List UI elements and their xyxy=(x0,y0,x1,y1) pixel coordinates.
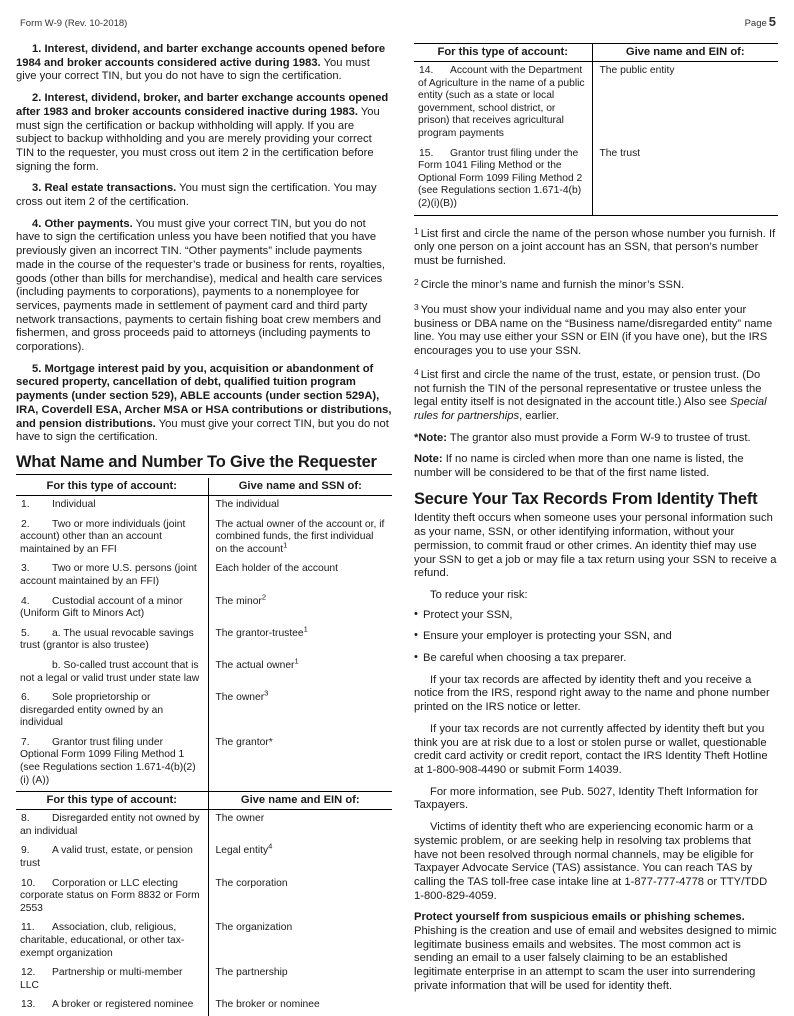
list-item: • Ensure your employer is protecting your SSN, and xyxy=(414,630,778,644)
paragraph-5-text: You must give your correct TIN, but you do not have to sign the certification. xyxy=(16,417,389,444)
row-account-text: A broker or registered nominee xyxy=(52,999,194,1011)
table-row xyxy=(16,516,392,561)
row-give-text: The broker or nominee xyxy=(215,999,320,1011)
cell-account-type xyxy=(16,657,208,689)
cell-give-name xyxy=(208,516,392,561)
row-give-text: The grantor-trustee xyxy=(215,627,304,639)
table-header-row xyxy=(16,792,392,810)
row-number: 9. xyxy=(21,845,30,857)
paragraph-2-text: You must sign the certification or backup withholding will apply. If you are subject to backup withholding and you are merely providing your correct TIN to the requester, you must cross out item 2 in the certification before signing the form. xyxy=(16,105,380,173)
table-give-name-and-ssn xyxy=(16,478,392,792)
numbered-paragraph-4 xyxy=(16,218,392,355)
row-account-text: A valid trust, estate, or pension trust xyxy=(20,845,193,870)
row-account-text: b. So-called trust account that is not a legal or valid trust under state law xyxy=(20,659,200,684)
cell-account-type xyxy=(16,734,208,792)
paragraph-2-lead: 2. xyxy=(32,92,42,105)
footnote-text: Circle the minor’s name and furnish the minor’s SSN. xyxy=(420,279,685,292)
cell-give-name xyxy=(208,657,392,689)
table-row xyxy=(16,593,392,625)
column-header-account-type: For this type of account: xyxy=(16,792,208,810)
cell-account-type xyxy=(16,625,208,657)
note-circled-name xyxy=(414,453,778,480)
cell-account-type xyxy=(16,495,208,515)
row-number: 1. xyxy=(21,498,30,510)
row-account-text: Grantor trust filing under Optional Form 1099 Filing Method 1 (see Regulations section 1.671-4(b)(2)(i) (A)) xyxy=(20,736,196,786)
paragraph-1-text: You must give your correct TIN, but you do not have to sign the certification. xyxy=(16,56,370,83)
identity-theft-paragraph-1: Identity theft occurs when someone uses your personal information such as your name, SSN, or other identifying information, without your permission, to commit fraud or other crimes. An identity thief may use your SSN to get a job or may file a tax return using your SSN to receive a refund. xyxy=(414,512,777,580)
page-indicator xyxy=(745,14,776,29)
cell-give-name xyxy=(208,495,392,515)
paragraph-4-lead: 4. xyxy=(32,217,42,230)
table-row xyxy=(414,62,778,145)
cell-account-type xyxy=(16,593,208,625)
phishing-bold-lead: Protect yourself from suspicious emails or phishing schemes. xyxy=(414,911,745,924)
identity-theft-paragraph-3: If your tax records are not currently affected by identity theft but you think you are at risk due to a lost or stolen purse or wallet, questionable credit card activity or credit report, contact the IRS Identity Theft Hotline at 1-800-908-4490 or submit Form 14039. xyxy=(414,722,768,776)
row-account-text: Disregarded entity not owned by an individual xyxy=(20,813,200,837)
footnote-marker: 4 xyxy=(414,367,419,378)
cell-account-type xyxy=(16,689,208,734)
list-item: • Protect your SSN, xyxy=(414,609,778,623)
row-account-text: Account with the Department of Agriculture in the name of a public entity (such as a state or local government, school district, or prison) that receives agricultural program payments xyxy=(418,65,585,139)
paragraph-4-bold: Other payments. xyxy=(44,217,133,230)
row-number: 8. xyxy=(21,813,30,825)
footnote-4 xyxy=(414,366,778,423)
footnote-marker: 2 xyxy=(414,277,419,288)
paragraph-4-text: You must give your correct TIN, but you do not have to sign the certification unless you have been notified that you have previously given an incorrect TIN. “Other payments” include payments made in the course of the requester’s trade or business for rents, royalties, goods (other than bills for merchandise), medical and health care services (including payments to corporations), payments to a nonemployee for services, payments made in settlement of payment card and third party network transactions, payments to certain fishing boat crew members and fishermen, and gross proceeds paid to attorneys (including payments to corporations). xyxy=(16,217,385,354)
row-number: 5. xyxy=(21,627,30,639)
column-header-give-name-ssn: Give name and SSN of: xyxy=(208,478,392,496)
cell-give-name xyxy=(208,560,392,592)
cell-account-type xyxy=(16,810,208,843)
table-header-row xyxy=(16,478,392,496)
cell-give-name xyxy=(208,875,392,920)
row-number: 7. xyxy=(21,736,30,748)
cell-account-type xyxy=(16,842,208,874)
cell-give-name xyxy=(208,810,392,843)
note-text: The grantor also must provide a Form W-9 to trustee of trust. xyxy=(446,431,751,444)
footnote-marker: 1 xyxy=(414,225,419,236)
row-number: 6. xyxy=(21,692,30,704)
numbered-paragraph-1 xyxy=(16,43,392,84)
cell-account-type xyxy=(414,145,592,215)
risk-bullet-list xyxy=(414,609,778,666)
cell-account-type xyxy=(16,996,208,1016)
row-give-text: The owner xyxy=(215,692,265,704)
table-give-name-and-ein xyxy=(16,792,392,1016)
identity-theft-paragraph-4: For more information, see Pub. 5027, Identity Theft Information for Taxpayers. xyxy=(414,785,759,812)
row-give-text: The actual owner xyxy=(215,659,295,671)
row-account-text: Two or more individuals (joint account) other than an account maintained by an FFI xyxy=(20,518,186,555)
paragraph-2-bold: Interest, dividend, broker, and barter exchange accounts opened after 1983 and broker accounts considered inactive during 1983. xyxy=(16,92,389,118)
cell-account-type xyxy=(16,919,208,964)
table-row xyxy=(16,919,392,964)
footnote-ref: 1 xyxy=(283,540,288,550)
table-row xyxy=(16,875,392,920)
row-number: 4. xyxy=(21,595,30,607)
footnote-ref: 1 xyxy=(303,624,308,634)
section-heading-what-name-and-number: What Name and Number To Give the Requester xyxy=(16,453,392,475)
phishing-text: Phishing is the creation and use of email and websites designed to mimic legitimate business emails and websites. The most common act is sending an email to a user falsely claiming to be an established legitimate enterprise in an attempt to scam the user into surrendering private information that will be used for identity theft. xyxy=(414,925,777,992)
cell-account-type xyxy=(16,516,208,561)
row-give-text: The trust xyxy=(599,147,641,159)
paragraph-3-text: You must sign the certification. You may cross out item 2 of the certification. xyxy=(16,182,377,209)
identity-theft-paragraph-5: Victims of identity theft who are experiencing economic harm or a systemic problem, or are seeking help in resolving tax problems that have not been resolved through normal channels, may be eligible for Taxpayer Advocate Service (TAS) assistance. You can reach TAS by calling the TAS toll-free case intake line at 1-877-777-4778 or TTY/TDD 1-800-829-4059. xyxy=(414,821,768,902)
row-give-text: The actual owner of the account or, if combined funds, the first individual on the account xyxy=(215,518,385,555)
row-account-text: Sole proprietorship or disregarded entity owned by an individual xyxy=(20,692,164,729)
phishing-paragraph xyxy=(414,911,778,993)
row-give-text: The owner xyxy=(215,813,265,825)
page-number: 5 xyxy=(768,14,776,29)
footnote-1 xyxy=(414,225,778,269)
numbered-paragraph-2 xyxy=(16,92,392,174)
cell-account-type xyxy=(414,62,592,145)
footnote-ref: 3 xyxy=(264,688,269,698)
row-number: 14. xyxy=(419,65,434,76)
footnote-text: List first and circle the name of the person whose number you furnish. If only one person on a joint account has an SSN, that person’s number must be furnished. xyxy=(414,227,776,267)
left-column xyxy=(16,43,392,1016)
paragraph-3-lead: 3. xyxy=(32,182,42,195)
row-number: 15. xyxy=(419,147,434,159)
footnote-italic-reference: Special rules for partnerships xyxy=(414,396,767,423)
cell-give-name xyxy=(592,62,778,145)
paragraph-1-bold: Interest, dividend, and barter exchange accounts opened before 1984 and broker accounts considered active during 1983. xyxy=(16,43,386,69)
footnote-text: You must show your individual name and you may also enter your business or DBA name on the “Business name/disregarded entity” name line. You may use either your SSN or EIN (if you have one), but the IRS encourages you to use your SSN. xyxy=(414,303,773,357)
paragraph-5-lead: 5. xyxy=(32,362,42,375)
footnote-text-before: List first and circle the name of the trust, estate, or pension trust. (Do not furnish the TIN of the personal representative or trustee unless the legal entity itself is not designated in the account title.) Also see xyxy=(414,369,762,409)
cell-account-type xyxy=(16,875,208,920)
footnote-2 xyxy=(414,276,778,293)
footnote-3 xyxy=(414,301,778,358)
row-give-text: The individual xyxy=(215,498,280,510)
list-item: • Be careful when choosing a tax preparer. xyxy=(414,652,778,666)
cell-give-name xyxy=(208,996,392,1016)
identity-theft-paragraph-2: If your tax records are affected by identity theft and you receive a notice from the IRS, respond right away to the name and phone number printed on the IRS notice or letter. xyxy=(414,673,770,714)
right-column xyxy=(414,43,778,1002)
table-row xyxy=(16,560,392,592)
cell-give-name xyxy=(208,919,392,964)
two-column-layout xyxy=(16,43,778,1016)
cell-give-name xyxy=(208,842,392,874)
row-give-text: The corporation xyxy=(215,877,288,889)
cell-give-name xyxy=(592,145,778,215)
row-account-text: Two or more U.S. persons (joint account maintained by an FFI) xyxy=(20,563,197,587)
paragraph-5-bold: Mortgage interest paid by you, acquisition or abandonment of secured property, cancellation of debt, qualified tuition program payments (under section 529), ABLE accounts (under section 529A), IRA, Coverdell ESA, Archer MSA or HSA contributions or distributions, and pension distributions. xyxy=(16,362,392,430)
row-number: 13. xyxy=(21,999,36,1011)
footnote-ref: 2 xyxy=(261,592,267,602)
table-row xyxy=(16,657,392,689)
row-number: 2. xyxy=(21,518,30,530)
column-header-account-type: For this type of account: xyxy=(16,478,208,496)
row-account-text: Custodial account of a minor (Uniform Gift to Minors Act) xyxy=(20,595,183,620)
footnote-text-after: , earlier. xyxy=(519,410,559,423)
table-row xyxy=(16,842,392,874)
row-give-text: Legal entity xyxy=(215,845,269,857)
cell-give-name xyxy=(208,625,392,657)
row-give-text: The public entity xyxy=(599,65,675,76)
note-label: Note: xyxy=(414,453,443,466)
page-label: Page xyxy=(744,18,767,29)
cell-give-name xyxy=(208,734,392,792)
row-number: 3. xyxy=(21,563,30,575)
note-label: *Note: xyxy=(414,431,447,444)
column-header-give-name-ein: Give name and EIN of: xyxy=(208,792,392,810)
table-give-name-and-ein-continued xyxy=(414,43,778,216)
running-head xyxy=(16,14,778,29)
row-account-text: Grantor trust filing under the Form 1041 Filing Method or the Optional Form 1099 Filing Method 2 (see Regulations section 1.671-4(b)(2)(i)(B)) xyxy=(418,147,583,209)
table-row xyxy=(16,810,392,843)
row-give-text: The partnership xyxy=(215,967,288,979)
footnote-ref: 1 xyxy=(294,656,299,666)
table-header-row xyxy=(414,44,778,62)
row-give-text: The grantor* xyxy=(215,736,273,748)
cell-give-name xyxy=(208,689,392,734)
column-header-give-name-ein: Give name and EIN of: xyxy=(592,44,778,62)
row-give-text: The organization xyxy=(215,922,293,934)
section-heading-secure-tax-records: Secure Your Tax Records From Identity Theft xyxy=(414,490,758,509)
table-row xyxy=(16,495,392,515)
row-number: 12. xyxy=(21,967,36,979)
numbered-paragraph-5 xyxy=(16,363,392,445)
cell-account-type xyxy=(16,964,208,996)
numbered-paragraph-3 xyxy=(16,182,392,209)
note-grantor xyxy=(414,432,778,446)
row-give-text: Each holder of the account xyxy=(215,563,339,575)
note-text: If no name is circled when more than one name is listed, the number will be considered to be that of the first name listed. xyxy=(414,453,744,479)
cell-give-name xyxy=(208,593,392,625)
row-give-text: The minor xyxy=(215,595,262,607)
paragraph-3-bold: Real estate transactions. xyxy=(44,182,177,195)
table-row xyxy=(16,625,392,657)
table-row xyxy=(16,996,392,1016)
cell-give-name xyxy=(208,964,392,996)
row-account-text: Association, club, religious, charitable, educational, or other tax-exempt organization xyxy=(20,922,185,959)
row-number: 10. xyxy=(21,877,36,889)
row-account-text: a. The usual revocable savings trust (grantor is also trustee) xyxy=(20,627,194,652)
column-header-account-type: For this type of account: xyxy=(414,44,592,62)
row-account-text: Individual xyxy=(52,498,96,510)
footnote-ref: 4 xyxy=(268,842,273,852)
paragraph-1-lead: 1. xyxy=(32,43,42,55)
table-row xyxy=(16,964,392,996)
row-number: 11. xyxy=(21,922,35,934)
table-row xyxy=(16,734,392,792)
row-account-text: Corporation or LLC electing corporate status on Form 8832 or Form 2553 xyxy=(20,877,200,914)
form-identifier: Form W-9 (Rev. 10-2018) xyxy=(20,18,128,29)
row-account-text: Partnership or multi-member LLC xyxy=(20,967,183,991)
reduce-risk-lead: To reduce your risk: xyxy=(430,588,528,601)
table-row xyxy=(16,689,392,734)
cell-account-type xyxy=(16,560,208,592)
table-row xyxy=(414,145,778,215)
footnote-marker: 3 xyxy=(414,301,419,312)
